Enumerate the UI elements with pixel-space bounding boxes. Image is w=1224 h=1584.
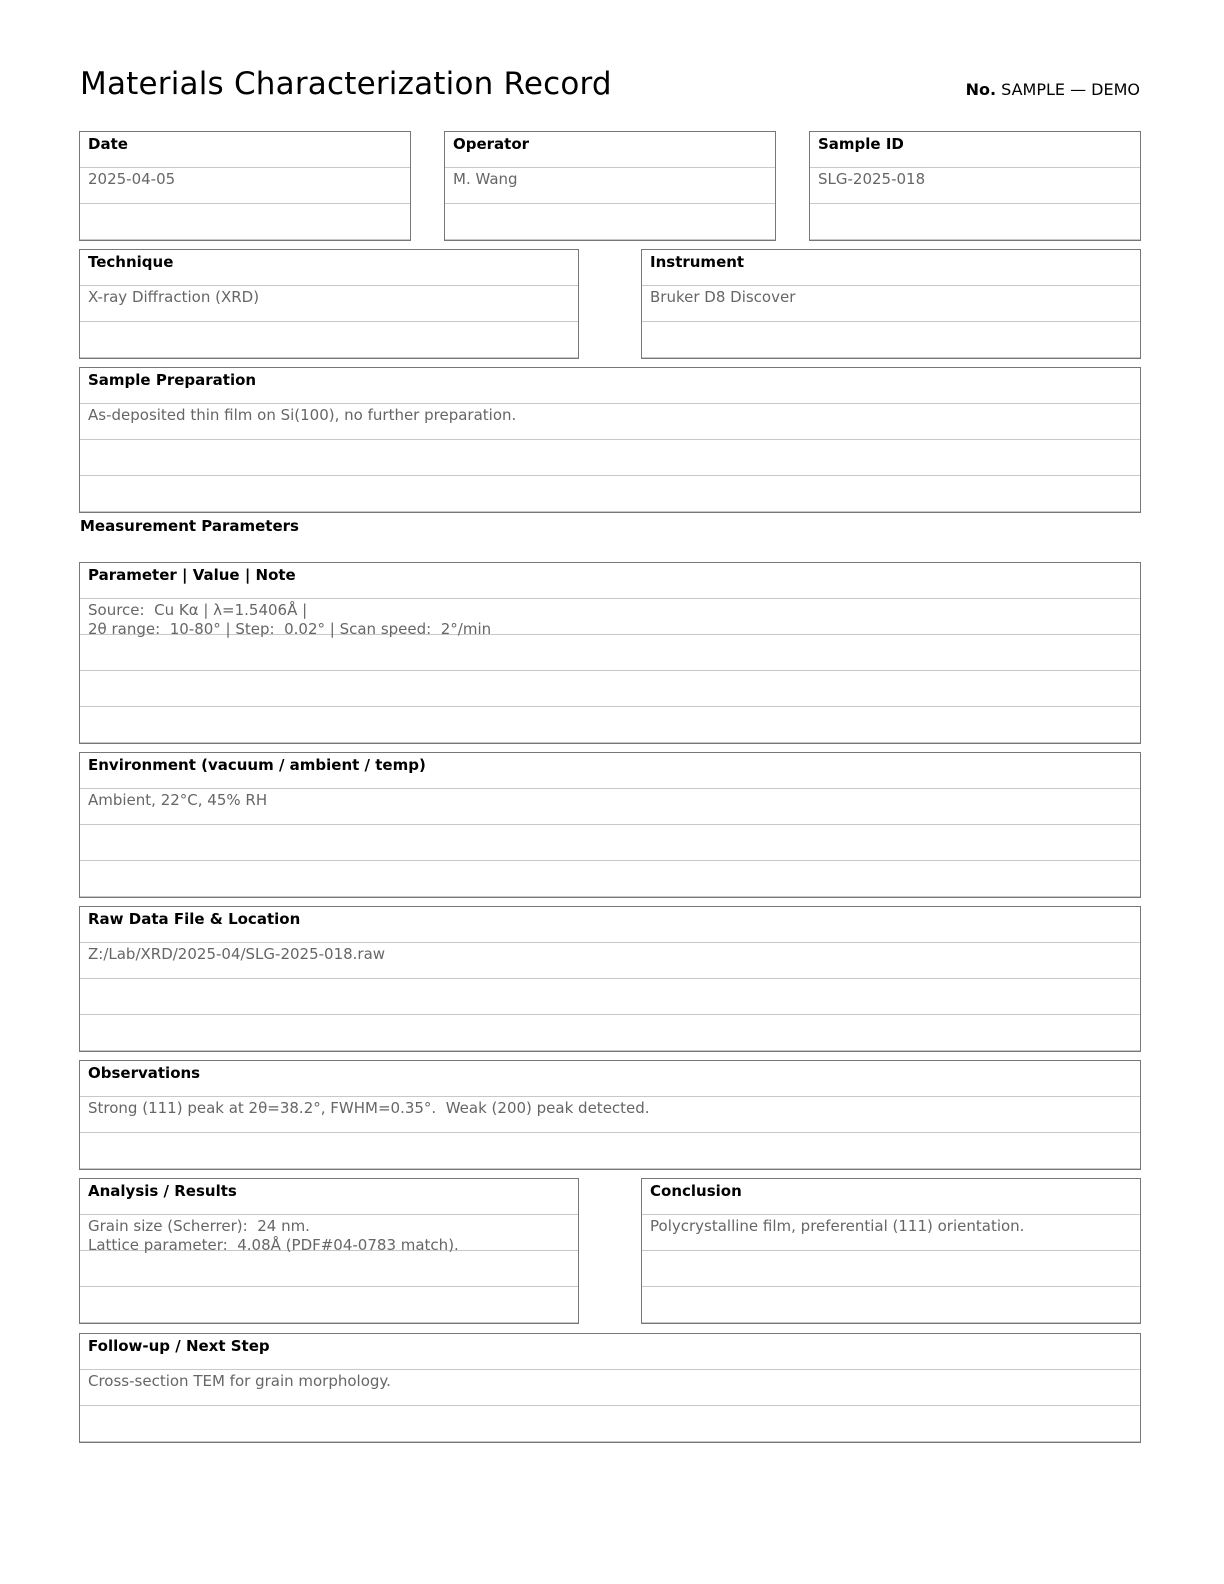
instrument-value: Bruker D8 Discover (650, 288, 796, 306)
followup-value: Cross-section TEM for grain morphology. (88, 1372, 391, 1390)
instrument-label: Instrument (642, 250, 1140, 286)
parameters-label: Parameter | Value | Note (80, 563, 1140, 599)
environment-value: Ambient, 22°C, 45% RH (88, 791, 268, 809)
technique-value: X-ray Diffraction (XRD) (88, 288, 260, 306)
sample-id-field[interactable] (809, 131, 1141, 241)
date-value: 2025-04-05 (88, 170, 176, 188)
operator-field[interactable] (444, 131, 776, 241)
environment-field[interactable] (79, 752, 1141, 898)
analysis-label: Analysis / Results (80, 1179, 578, 1215)
technique-field[interactable] (79, 249, 579, 359)
raw-data-value: Z:/Lab/XRD/2025-04/SLG-2025-018.raw (88, 945, 386, 963)
date-field[interactable] (79, 131, 411, 241)
operator-label: Operator (445, 132, 775, 168)
conclusion-value: Polycrystalline film, preferential (111) orientation. (650, 1217, 1025, 1235)
conclusion-field[interactable] (641, 1178, 1141, 1324)
observations-value: Strong (111) peak at 2θ=38.2°, FWHM=0.35°. Weak (200) peak detected. (88, 1099, 650, 1117)
observations-field[interactable] (79, 1060, 1141, 1170)
raw-data-label: Raw Data File & Location (80, 907, 1140, 943)
measurement-parameters-heading: Measurement Parameters (80, 517, 299, 535)
page-title: Materials Characterization Record (80, 66, 612, 102)
operator-value: M. Wang (453, 170, 518, 188)
sample-preparation-field[interactable] (79, 367, 1141, 513)
sample-id-label: Sample ID (810, 132, 1140, 168)
followup-field[interactable] (79, 1333, 1141, 1443)
record-number-label: No. (965, 80, 997, 99)
observations-label: Observations (80, 1061, 1140, 1097)
sample-id-value: SLG-2025-018 (818, 170, 926, 188)
sample-preparation-value: As-deposited thin film on Si(100), no further preparation. (88, 406, 517, 424)
instrument-field[interactable] (641, 249, 1141, 359)
conclusion-label: Conclusion (642, 1179, 1140, 1215)
sample-preparation-label: Sample Preparation (80, 368, 1140, 404)
analysis-field[interactable] (79, 1178, 579, 1324)
record-number-value: SAMPLE — DEMO (1001, 80, 1140, 99)
followup-label: Follow-up / Next Step (80, 1334, 1140, 1370)
parameters-field[interactable] (79, 562, 1141, 744)
analysis-value: Grain size (Scherrer): 24 nm. Lattice parameter: 4.08Å (PDF#04-0783 match). (88, 1217, 459, 1254)
record-number (966, 80, 1140, 99)
parameters-value: Source: Cu Kα | λ=1.5406Å | 2θ range: 10-80° | Step: 0.02° | Scan speed: 2°/min (88, 601, 492, 638)
raw-data-field[interactable] (79, 906, 1141, 1052)
environment-label: Environment (vacuum / ambient / temp) (80, 753, 1140, 789)
technique-label: Technique (80, 250, 578, 286)
date-label: Date (80, 132, 410, 168)
